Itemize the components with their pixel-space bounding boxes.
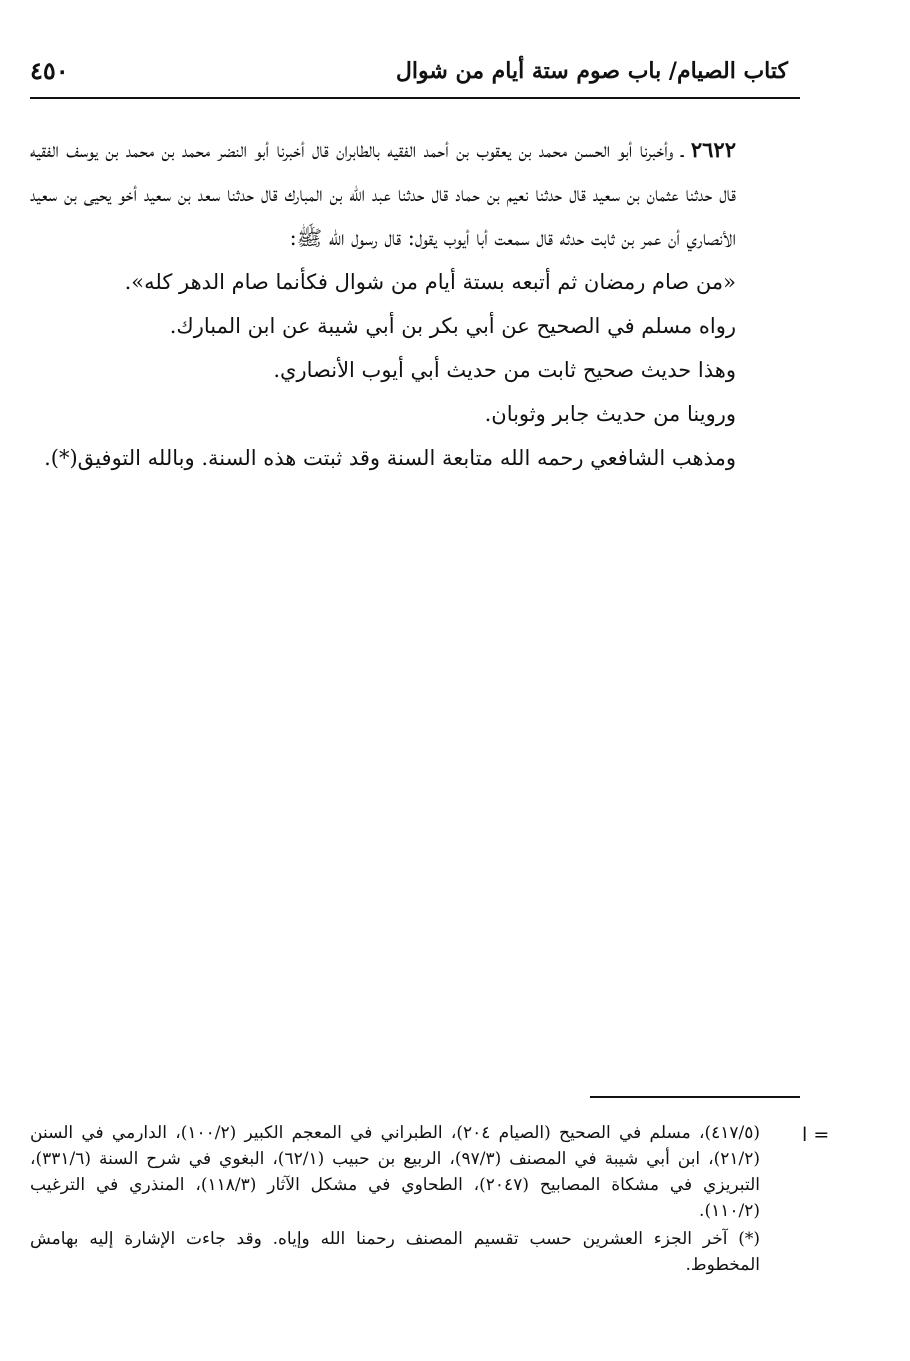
main-text xyxy=(30,128,800,480)
footnote-star-note: (*) آخر الجزء العشرين حسب تقسيم المصنف رحمنا الله وإياه. وقد جاءت الإشارة إليه بهامش المخطوط. xyxy=(30,1229,760,1275)
running-header-title: كتاب الصيام/ باب صوم ستة أيام من شوال xyxy=(395,58,788,84)
footnote-continuation-marker: = ا xyxy=(802,1124,830,1146)
hadith-number: ٢٦٢٢ xyxy=(690,137,736,162)
narration-muslim: رواه مسلم في الصحيح عن أبي بكر بن أبي شيبة عن ابن المبارك. xyxy=(169,314,736,338)
footnotes xyxy=(30,1120,760,1278)
hadith-isnad: ـ وأخبرنا أبو الحسن محمد بن يعقوب بن أحمد الفقيه بالطابران قال أخبرنا أبو النضر محمد بن محمد بن يوسف الفقيه قال حدثنا عثمان بن سعيد قال حدثنا نعيم بن حماد قال حدثنا عبد الله بن المبارك قال حدثنا سعد بن سعيد أخو يحيى بن سعيد الأنصاري أن عمر بن ثابت حدثه قال سمعت أبا أيوب يقول: قال رسول الله ﷺ: xyxy=(30,138,736,250)
hadith-matn: «من صام رمضان ثم أتبعه بستة أيام من شوال فكأنما صام الدهر كله». xyxy=(124,270,736,294)
footnote-rule xyxy=(590,1096,800,1098)
other-narrations-line: وروينا من حديث جابر وثوبان. xyxy=(484,402,736,426)
shafii-opinion-line: ومذهب الشافعي رحمه الله متابعة السنة وقد ثبتت هذه السنة. وبالله التوفيق(*). xyxy=(44,446,736,470)
header-rule xyxy=(30,97,800,99)
grading-line: وهذا حديث صحيح ثابت من حديث أبي أيوب الأنصاري. xyxy=(273,358,736,382)
footnote-takhrij: (٤١٧/٥)، مسلم في الصحيح (الصيام ٢٠٤)، الطبراني في المعجم الكبير (١٠٠/٢)، الدارمي في السنن (٢١/٢)، ابن أبي شيبة في المصنف (٩٧/٣)، الربيع بن حبيب (٦٢/١)، البغوي في شرح السنة (٣٣١/٦)، التبريزي في مشكاة المصابيح (٢٠٤٧)، الطحاوي في مشكل الآثار (١١٨/٣)، المنذري في الترغيب (١١٠/٢). xyxy=(30,1123,760,1221)
page-number: ٤٥٠ xyxy=(30,56,69,85)
hadith-isnad-paragraph xyxy=(30,128,800,260)
